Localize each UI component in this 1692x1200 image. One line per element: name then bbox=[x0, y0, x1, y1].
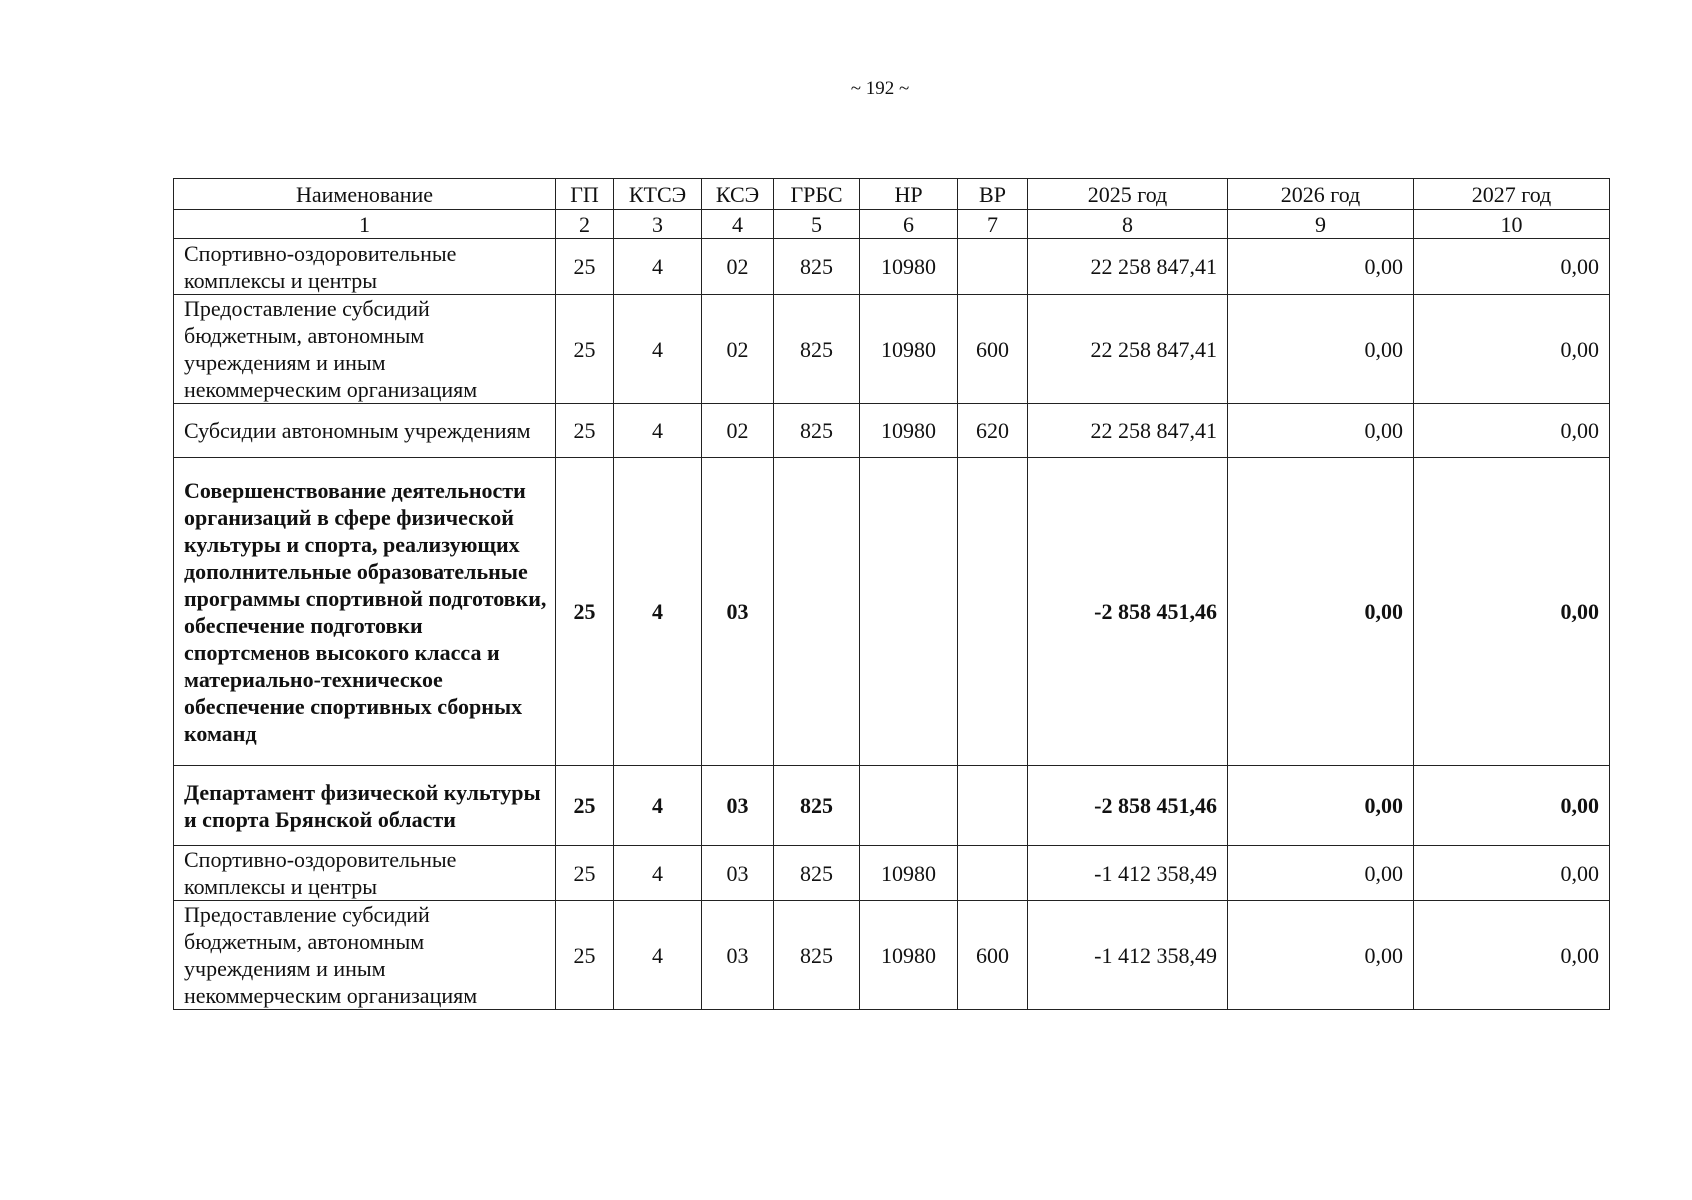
header-nr: НР bbox=[860, 179, 958, 210]
row-2026: 0,00 bbox=[1228, 766, 1414, 846]
row-nr: 10980 bbox=[860, 239, 958, 295]
header-vr: ВР bbox=[958, 179, 1028, 210]
row-ktse: 4 bbox=[614, 458, 702, 766]
row-2025: 22 258 847,41 bbox=[1028, 239, 1228, 295]
row-2027: 0,00 bbox=[1414, 404, 1610, 458]
table-row bbox=[174, 766, 1610, 846]
header-row bbox=[174, 179, 1610, 210]
page-number: ~ 192 ~ bbox=[850, 78, 910, 99]
row-kse: 03 bbox=[702, 458, 774, 766]
row-2027: 0,00 bbox=[1414, 458, 1610, 766]
row-gp: 25 bbox=[556, 295, 614, 404]
row-name: Предоставление субсидий бюджетным, автономным учреждениям и иным некоммерческим организациям bbox=[174, 295, 556, 404]
row-gp: 25 bbox=[556, 901, 614, 1010]
row-name: Предоставление субсидий бюджетным, автономным учреждениям и иным некоммерческим организациям bbox=[174, 901, 556, 1010]
row-kse: 03 bbox=[702, 766, 774, 846]
header-2026: 2026 год bbox=[1228, 179, 1414, 210]
row-ktse: 4 bbox=[614, 404, 702, 458]
row-name: Спортивно-оздоровительные комплексы и центры bbox=[174, 239, 556, 295]
row-ktse: 4 bbox=[614, 295, 702, 404]
row-kse: 03 bbox=[702, 901, 774, 1010]
row-gp: 25 bbox=[556, 458, 614, 766]
column-number: 9 bbox=[1228, 210, 1414, 239]
row-2025: 22 258 847,41 bbox=[1028, 295, 1228, 404]
row-vr bbox=[958, 766, 1028, 846]
column-number: 3 bbox=[614, 210, 702, 239]
header-grbs: ГРБС bbox=[774, 179, 860, 210]
header-name: Наименование bbox=[174, 179, 556, 210]
column-number: 8 bbox=[1028, 210, 1228, 239]
column-number: 10 bbox=[1414, 210, 1610, 239]
row-grbs bbox=[774, 458, 860, 766]
row-vr bbox=[958, 239, 1028, 295]
row-2027: 0,00 bbox=[1414, 295, 1610, 404]
row-kse: 02 bbox=[702, 295, 774, 404]
row-nr bbox=[860, 458, 958, 766]
table-row bbox=[174, 901, 1610, 1010]
row-2026: 0,00 bbox=[1228, 458, 1414, 766]
header-2027: 2027 год bbox=[1414, 179, 1610, 210]
row-gp: 25 bbox=[556, 239, 614, 295]
row-grbs: 825 bbox=[774, 404, 860, 458]
row-nr: 10980 bbox=[860, 295, 958, 404]
table-row bbox=[174, 295, 1610, 404]
row-vr bbox=[958, 846, 1028, 901]
row-vr: 600 bbox=[958, 295, 1028, 404]
column-number: 1 bbox=[174, 210, 556, 239]
column-number: 2 bbox=[556, 210, 614, 239]
row-ktse: 4 bbox=[614, 239, 702, 295]
column-number: 4 bbox=[702, 210, 774, 239]
row-vr: 600 bbox=[958, 901, 1028, 1010]
table-row bbox=[174, 458, 1610, 766]
row-2025: -2 858 451,46 bbox=[1028, 458, 1228, 766]
row-grbs: 825 bbox=[774, 766, 860, 846]
row-2026: 0,00 bbox=[1228, 404, 1414, 458]
row-vr: 620 bbox=[958, 404, 1028, 458]
row-gp: 25 bbox=[556, 404, 614, 458]
table-row bbox=[174, 239, 1610, 295]
row-2027: 0,00 bbox=[1414, 239, 1610, 295]
row-nr: 10980 bbox=[860, 901, 958, 1010]
row-nr: 10980 bbox=[860, 404, 958, 458]
row-nr: 10980 bbox=[860, 846, 958, 901]
header-ktse: КТСЭ bbox=[614, 179, 702, 210]
header-gp: ГП bbox=[556, 179, 614, 210]
row-ktse: 4 bbox=[614, 766, 702, 846]
row-grbs: 825 bbox=[774, 846, 860, 901]
row-2025: -2 858 451,46 bbox=[1028, 766, 1228, 846]
row-2025: 22 258 847,41 bbox=[1028, 404, 1228, 458]
row-2026: 0,00 bbox=[1228, 846, 1414, 901]
budget-table bbox=[173, 178, 1610, 1010]
row-2026: 0,00 bbox=[1228, 295, 1414, 404]
row-grbs: 825 bbox=[774, 295, 860, 404]
row-kse: 02 bbox=[702, 239, 774, 295]
header-kse: КСЭ bbox=[702, 179, 774, 210]
row-2026: 0,00 bbox=[1228, 901, 1414, 1010]
row-grbs: 825 bbox=[774, 901, 860, 1010]
column-number-row bbox=[174, 210, 1610, 239]
row-name: Субсидии автономным учреждениям bbox=[174, 404, 556, 458]
row-name: Спортивно-оздоровительные комплексы и центры bbox=[174, 846, 556, 901]
row-gp: 25 bbox=[556, 846, 614, 901]
row-ktse: 4 bbox=[614, 846, 702, 901]
row-2025: -1 412 358,49 bbox=[1028, 901, 1228, 1010]
header-2025: 2025 год bbox=[1028, 179, 1228, 210]
row-2026: 0,00 bbox=[1228, 239, 1414, 295]
row-2025: -1 412 358,49 bbox=[1028, 846, 1228, 901]
row-nr bbox=[860, 766, 958, 846]
column-number: 6 bbox=[860, 210, 958, 239]
table-row bbox=[174, 846, 1610, 901]
row-gp: 25 bbox=[556, 766, 614, 846]
row-kse: 02 bbox=[702, 404, 774, 458]
row-2027: 0,00 bbox=[1414, 846, 1610, 901]
row-name: Совершенствование деятельности организаций в сфере физической культуры и спорта, реализующих дополнительные образовательные программы спортивной подготовки, обеспечение подготовки спортсменов высокого класса и материально-техническое обеспечение спортивных сборных команд bbox=[174, 458, 556, 766]
row-ktse: 4 bbox=[614, 901, 702, 1010]
row-kse: 03 bbox=[702, 846, 774, 901]
row-2027: 0,00 bbox=[1414, 901, 1610, 1010]
row-2027: 0,00 bbox=[1414, 766, 1610, 846]
row-grbs: 825 bbox=[774, 239, 860, 295]
column-number: 7 bbox=[958, 210, 1028, 239]
row-vr bbox=[958, 458, 1028, 766]
row-name: Департамент физической культуры и спорта Брянской области bbox=[174, 766, 556, 846]
table-row bbox=[174, 404, 1610, 458]
column-number: 5 bbox=[774, 210, 860, 239]
